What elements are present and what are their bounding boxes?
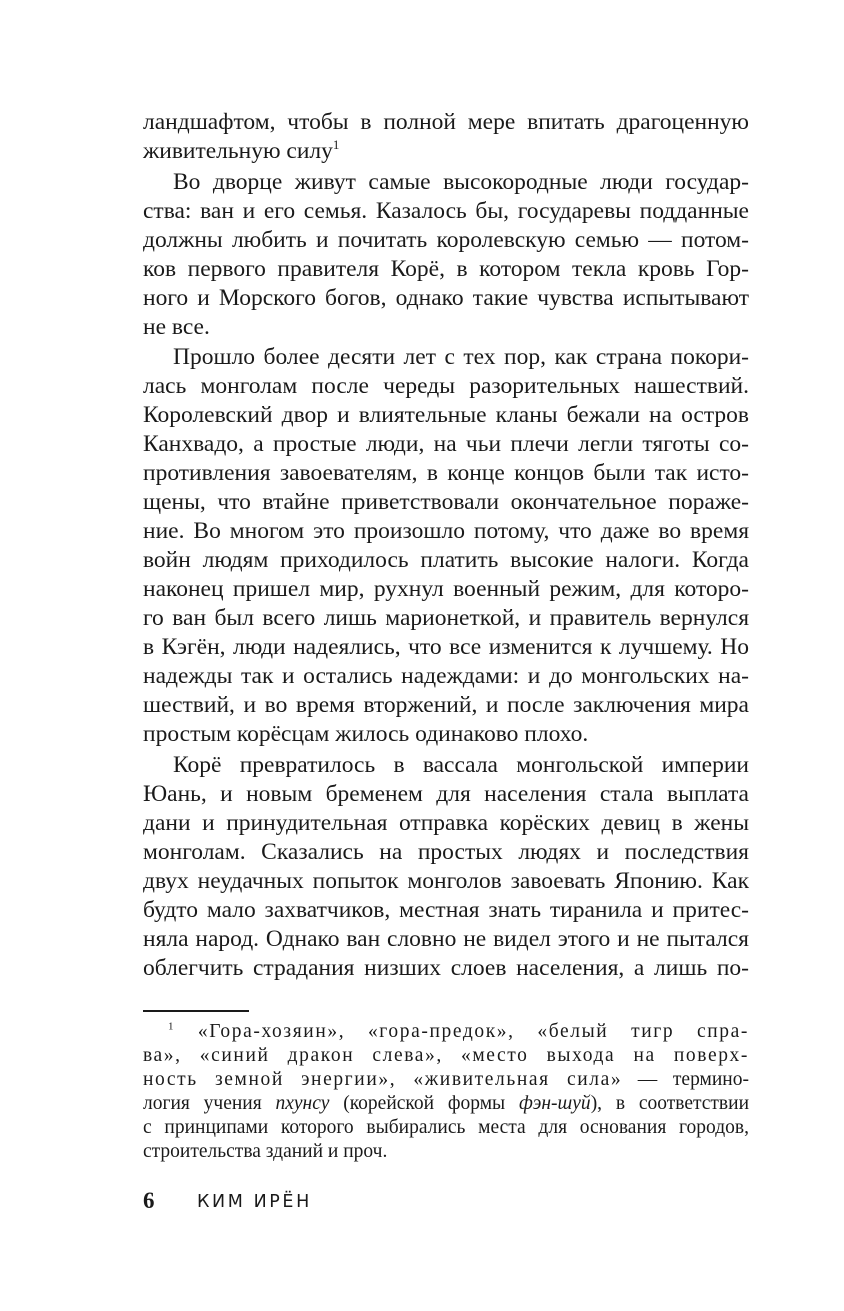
footnote-text: логия учения — [143, 1093, 276, 1114]
text-line: няла народ. Однако ван словно не видел этого и не пытался — [143, 926, 749, 952]
text-line: Во дворце живут самые высокородные люди государ- — [173, 169, 749, 195]
footnote-number: 1 — [168, 1020, 176, 1033]
footnote-text: ), в соответствии — [590, 1093, 749, 1114]
footnote-text: «Гора-хозяин», «гора-предок», «белый тигр спра- — [197, 1021, 749, 1042]
footnote-italic-term: фэн-шуй — [518, 1093, 591, 1114]
text-line: дани и принудительная отправка корёских девиц в жены — [143, 810, 749, 836]
text-line: надежды так и остались надеждами: и до монгольских на- — [143, 663, 749, 689]
page-number: 6 — [143, 1188, 155, 1213]
text-line: будто мало захватчиков, местная знать тиранила и притес- — [143, 897, 749, 923]
text-line: ства: ван и его семья. Казалось бы, государевы подданные — [143, 198, 749, 224]
footnote-line: строительства зданий и проч. — [143, 1141, 388, 1162]
footnote-marker[interactable]: 1 — [332, 137, 340, 153]
text-line: ландшафтом, чтобы в полной мере впитать драгоценную — [143, 109, 749, 135]
text-line: ков первого правителя Корё, в котором текла кровь Гор- — [143, 256, 749, 282]
footnote-italic-term: пхунсу — [275, 1093, 330, 1114]
text-line: го ван был всего лишь марионеткой, и правитель вернулся — [143, 605, 749, 631]
running-footer-author: КИМ ИРЁН — [197, 1192, 312, 1212]
text-line — [143, 137, 749, 166]
text-line: Корё превратилось в вассала монгольской империи — [173, 752, 749, 778]
text-line: щены, что втайне приветствовали окончательное пораже- — [143, 489, 749, 515]
text-line: облегчить страдания низших слоев населения, а лишь по- — [143, 955, 749, 981]
footnote-line: ва», «синий дракон слева», «место выхода на поверх- — [143, 1045, 749, 1066]
text-line: в Кэгён, люди надеялись, что все изменится к лучшему. Но — [143, 634, 749, 660]
text-line: Королевский двор и влиятельные кланы бежали на остров — [143, 402, 749, 428]
text-line: Юань, и новым бременем для населения стала выплата — [143, 781, 749, 807]
footnote-line: с принципами которого выбирались места для основания городов, — [143, 1117, 749, 1138]
text-line: Канхвадо, а простые люди, на чьи плечи легли тяготы со- — [143, 431, 749, 457]
footnote-line — [143, 1092, 749, 1116]
footnote-divider — [143, 1010, 249, 1012]
text-line: Прошло более десяти лет с тех пор, как страна покори- — [173, 344, 749, 370]
footnote-line — [168, 1020, 749, 1044]
footnote-text: — термино- — [622, 1069, 749, 1090]
text-line-content: живительную силу — [143, 138, 333, 164]
text-line: ного и Морского богов, однако такие чувства испытывают — [143, 285, 749, 311]
footnote-text: (корейской формы — [329, 1093, 519, 1114]
text-line: должны любить и почитать королевскую семью — потом- — [143, 227, 749, 253]
text-line: простым корёсцам жилось одинаково плохо. — [143, 721, 589, 747]
text-line: монголам. Сказались на простых людях и последствия — [143, 839, 749, 865]
text-line: ние. Во многом это произошло потому, что даже во время — [143, 518, 749, 544]
text-line: лась монголам после череды разорительных нашествий. — [143, 373, 749, 399]
text-line: противления завоевателям, в конце концов были так исто- — [143, 460, 749, 486]
text-line: двух неудачных попыток монголов завоевать Японию. Как — [143, 868, 749, 894]
footnote-text: ность земной энергии», «живительная сила» — [143, 1069, 623, 1090]
footnote-line — [143, 1068, 749, 1092]
text-line: наконец пришел мир, рухнул военный режим, для которо- — [143, 576, 749, 602]
text-line: не все. — [143, 314, 210, 340]
text-line: шествий, и во время вторжений, и после заключения мира — [143, 692, 749, 718]
text-line: войн людям приходилось платить высокие налоги. Когда — [143, 547, 749, 573]
